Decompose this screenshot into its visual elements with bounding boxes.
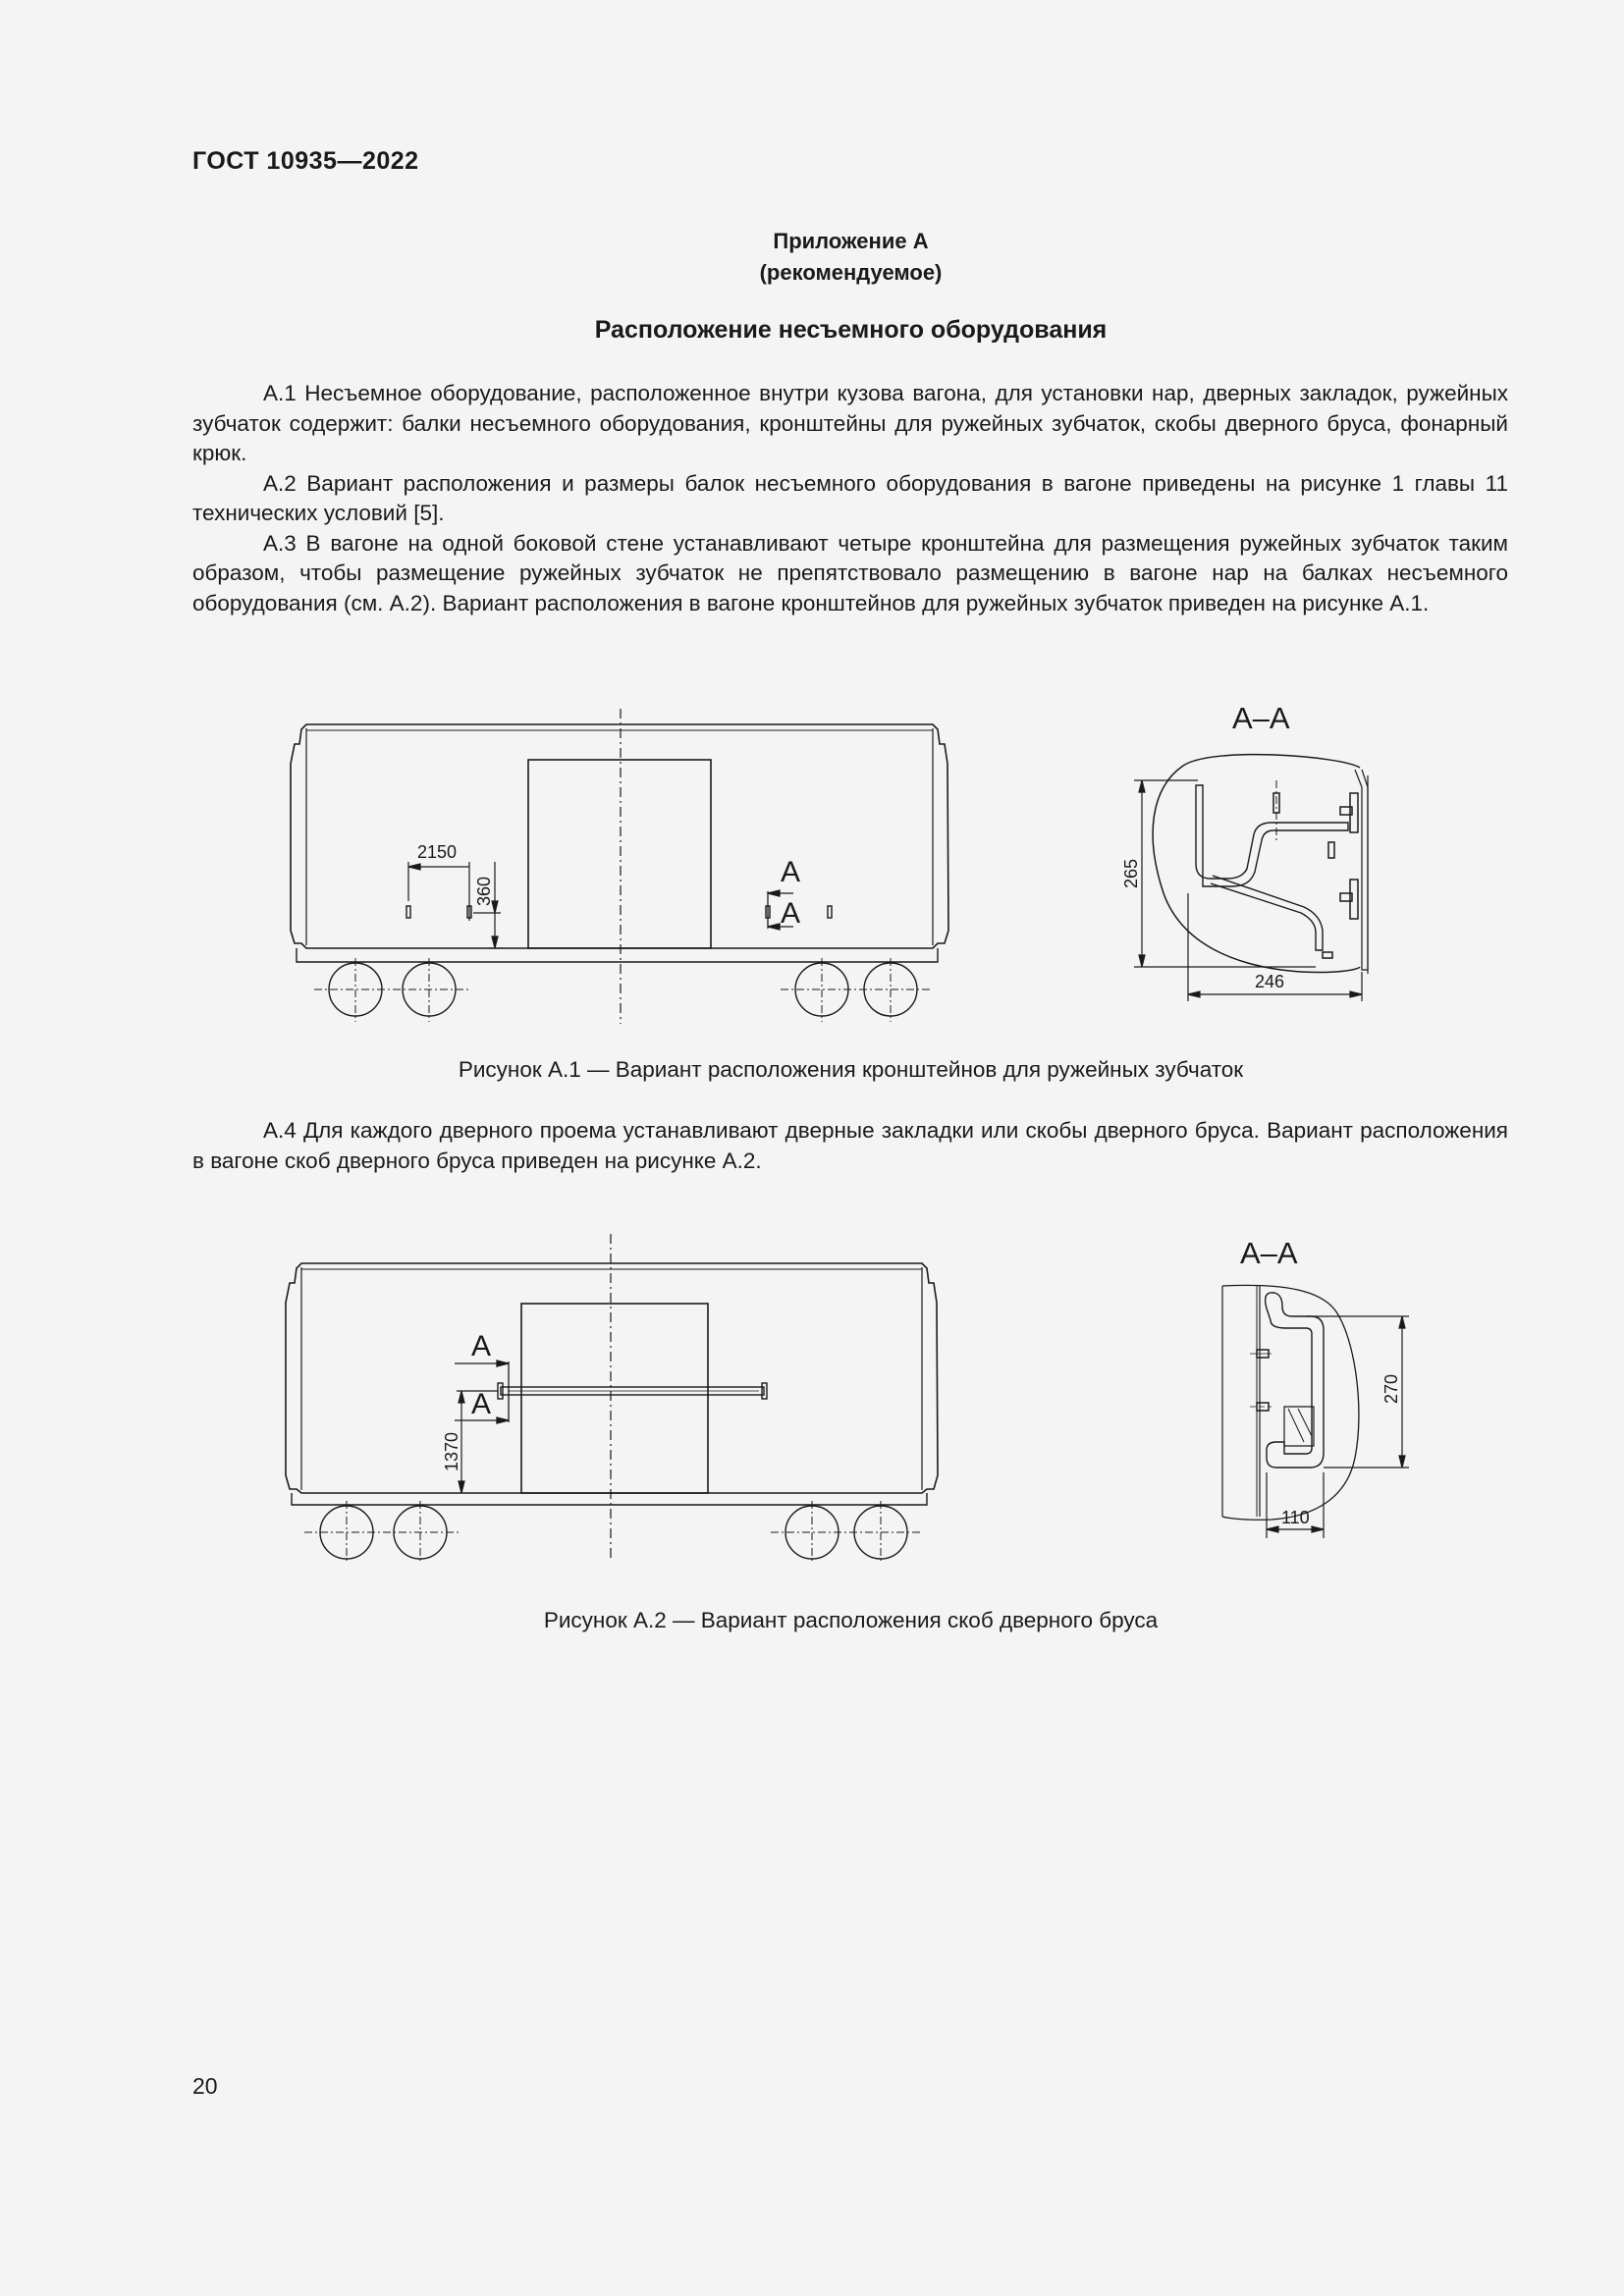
dim-label-270: 270	[1381, 1373, 1401, 1404]
figure-a1-caption: Рисунок А.1 — Вариант расположения кронштейнов для ружейных зубчаток	[458, 1057, 1244, 1082]
clip	[1323, 952, 1332, 958]
appendix-title-block	[0, 226, 1624, 289]
figure-a1-wagon-side-view	[285, 705, 962, 1029]
dim-label-1370: 1370	[442, 1431, 461, 1471]
underframe	[292, 1493, 927, 1505]
dimension-265	[1134, 780, 1316, 967]
document-header: ГОСТ 10935—2022	[192, 147, 419, 175]
bracket-profile	[1196, 785, 1348, 886]
section-heading: Расположение несъемного оборудования	[594, 316, 1108, 344]
dim-label-265: 265	[1121, 858, 1141, 888]
figure-a2-wagon-side-view	[280, 1232, 957, 1566]
section-title: А–А	[1240, 1236, 1298, 1270]
bogie-right	[781, 958, 933, 1022]
wall-profile	[1355, 770, 1368, 970]
wagon-body-outline	[286, 1263, 938, 1493]
door-bar	[498, 1383, 767, 1399]
dim-label-110: 110	[1281, 1508, 1310, 1527]
dim-label-246: 246	[1255, 972, 1285, 991]
section-label-a-bottom: А	[781, 897, 801, 930]
page-number: 20	[192, 2073, 218, 2099]
bracket-mount	[1350, 793, 1358, 832]
figure-a1-section-detail	[1105, 697, 1429, 1011]
section-title: А–А	[1232, 701, 1290, 735]
section-label-a-top: А	[471, 1330, 492, 1362]
body-text-lower	[192, 1116, 1508, 1176]
door-bar-section	[1284, 1407, 1314, 1446]
door-opening	[521, 1304, 708, 1493]
bogie-right	[771, 1501, 923, 1564]
dim-label-360: 360	[474, 876, 494, 906]
bracket-mount	[1350, 880, 1358, 919]
bogie-left	[304, 1501, 461, 1564]
door-opening	[528, 760, 711, 948]
dimension-2150	[408, 862, 469, 921]
figure-a2-caption: Рисунок А.2 — Вариант расположения скоб дверного бруса	[543, 1608, 1159, 1632]
section-label-a-bottom: А	[471, 1388, 492, 1420]
paragraph-a3: А.3 В вагоне на одной боковой стене устанавливают четыре кронштейна для размещения ружейных зубчаток таким образом, чтобы размещение ружейных зубчаток не препятствовало размещению в вагоне нар на балках несъемного оборудования (см. А.2). Вариант расположения в вагоне кронштейнов для ружейных зубчаток приведен на рисунке А.1.	[192, 530, 1508, 615]
bogie-left	[314, 958, 471, 1022]
clip	[1328, 842, 1334, 858]
appendix-title: Приложение А	[773, 229, 929, 253]
body-text-upper	[192, 379, 1508, 618]
figure-a2-section-detail	[1208, 1232, 1434, 1546]
dimension-110	[1267, 1472, 1324, 1538]
paragraph-a2: А.2 Вариант расположения и размеры балок несъемного оборудования в вагоне приведены на рисунке 1 главы 11 технических условий [5].	[192, 470, 1508, 525]
door-bar-clamp	[1266, 1293, 1324, 1468]
appendix-status: (рекомендуемое)	[759, 260, 943, 285]
dim-label-2150: 2150	[417, 842, 458, 862]
section-label-a-top: А	[781, 856, 801, 888]
paragraph-a4: А.4 Для каждого дверного проема устанавливают дверные закладки или скобы дверного бруса. Вариант расположения в вагоне скоб дверного бруса приведен на рисунке А.2.	[192, 1118, 1508, 1173]
section-outline	[1222, 1285, 1359, 1520]
wagon-body-outline	[291, 724, 948, 948]
paragraph-a1: А.1 Несъемное оборудование, расположенное внутри кузова вагона, для установки нар, дверных закладок, ружейных зубчаток содержит: балки несъемного оборудования, кронштейны для ружейных зубчаток, скобы дверного бруса, фонарный крюк.	[192, 381, 1508, 465]
underframe	[297, 948, 938, 962]
